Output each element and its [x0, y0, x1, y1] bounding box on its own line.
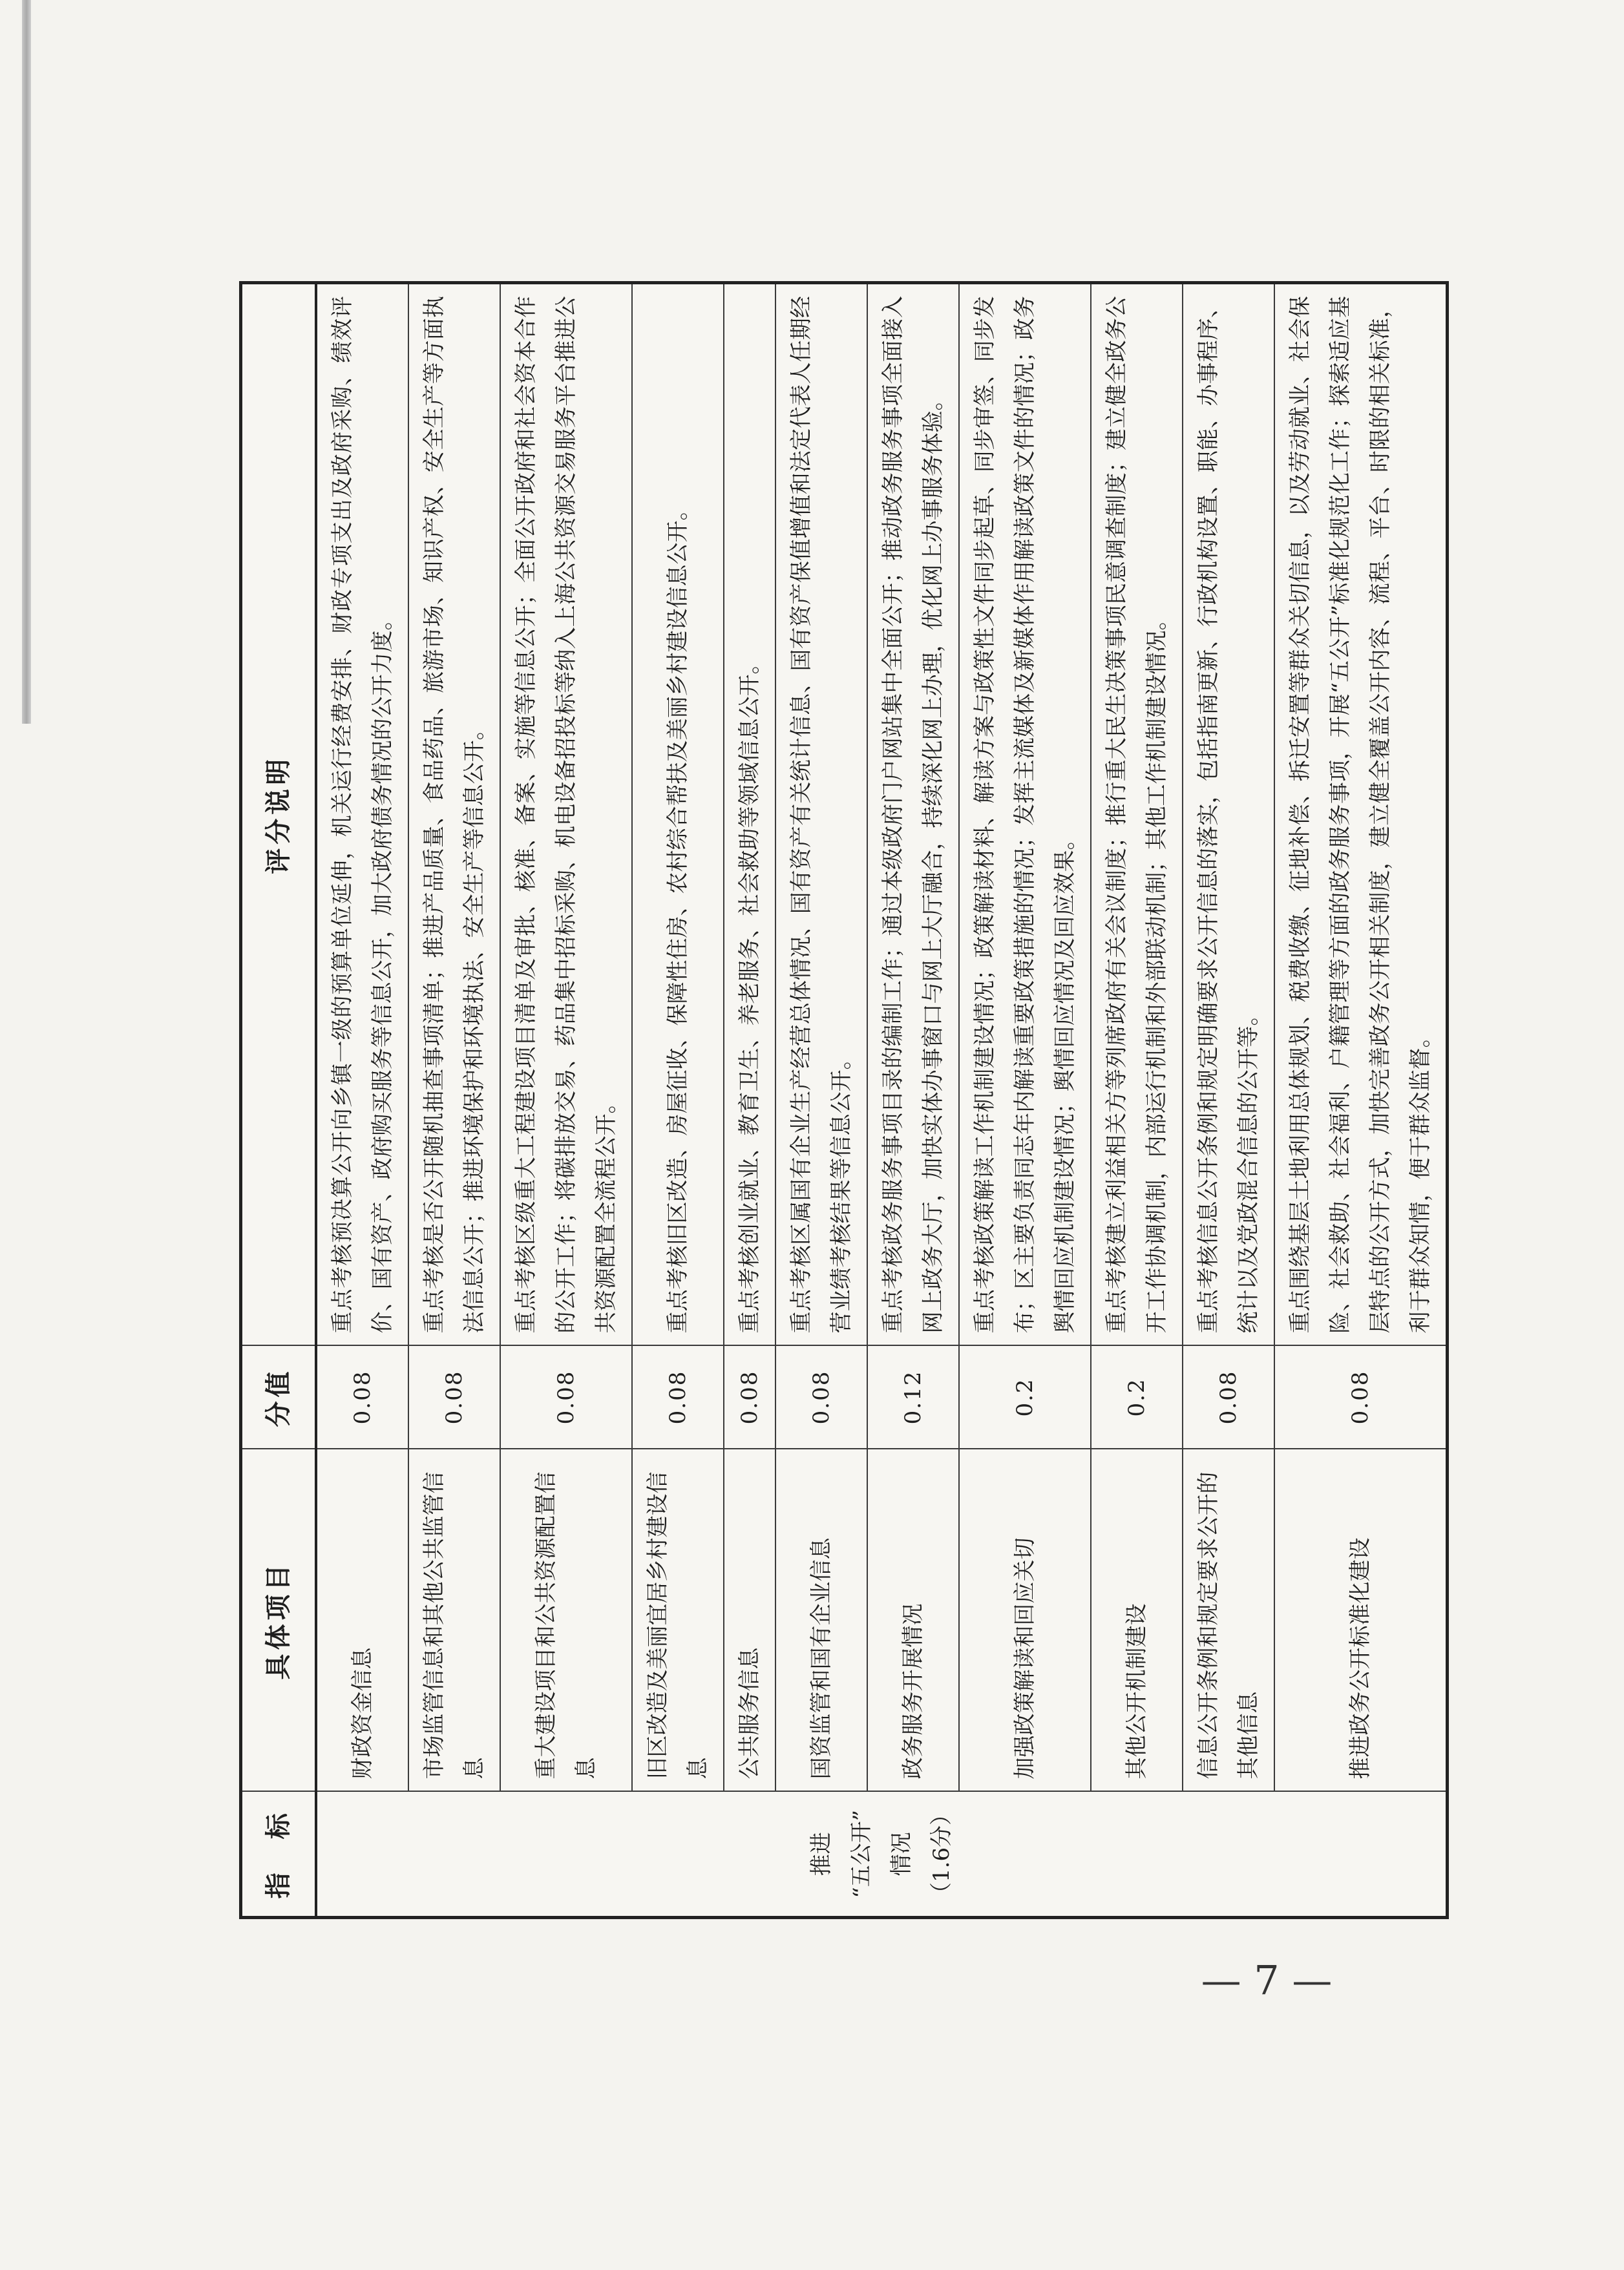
description-cell: 重点考核政务服务事项目录的编制工作；通过本级政府门户网站集中全面公开；推动政务服务事项全面接入网上政务大厅，加快实体办事窗口与网上大厅融合，持续深化网上办理，优化网上办事服务体验。 [867, 283, 959, 1346]
rotated-table-container [239, 284, 1433, 1919]
item-cell: 推进政务公开标准化建设 [1274, 1449, 1448, 1792]
description-cell: 重点考核建立利益相关方等列席政府有关会议制度；推行重大民生决策事项民意调查制度；建立健全政务公开工作协调机制，内部运行机制和外部联动机制；其他工作机制建设情况。 [1091, 283, 1183, 1346]
item-cell: 政务服务开展情况 [867, 1449, 959, 1792]
item-cell: 市场监管信息和其他公共监管信息 [408, 1449, 500, 1792]
category-label: 推进 “五公开” 情况 （1.6分） [808, 1803, 954, 1904]
table-row [632, 283, 724, 1918]
description-cell: 重点考核是否公开随机抽查事项清单；推进产品质量、食品药品、旅游市场、知识产权、安全生产等方面执法信息公开；推进环境保护和环境执法、安全生产等信息公开。 [408, 283, 500, 1346]
item-cell: 旧区改造及美丽宜居乡村建设信息 [632, 1449, 724, 1792]
score-cell: 0.08 [408, 1346, 500, 1449]
table-row [316, 283, 408, 1918]
item-cell: 公共服务信息 [724, 1449, 775, 1792]
score-cell: 0.08 [724, 1346, 775, 1449]
item-cell: 其他公开机制建设 [1091, 1449, 1183, 1792]
table-row [500, 283, 632, 1918]
score-cell: 0.08 [1183, 1346, 1274, 1449]
binding-edge [22, 0, 31, 724]
description-cell: 重点考核信息公开条例和规定明确要求公开信息的落实，包括指南更新、行政机构设置、职能、办事程序、统计以及党政混合信息的公开等。 [1183, 283, 1274, 1346]
score-cell: 0.08 [316, 1346, 408, 1449]
category-cell [316, 1792, 1448, 1918]
score-cell: 0.12 [867, 1346, 959, 1449]
table-row [775, 283, 867, 1918]
page-number: — 7 — [1201, 1957, 1333, 2004]
item-cell: 加强政策解读和回应关切 [959, 1449, 1091, 1792]
score-cell: 0.08 [500, 1346, 632, 1449]
description-cell: 重点考核政策解读工作机制建设情况；政策解读材料、解读方案与政策性文件同步起草、同步审签、同步发布；区主要负责同志年内解读重要政策措施的情况；发挥主流媒体及新媒体作用解读政策文件的情况；政务舆情回应机制建设情况；舆情回应情况及回应效果。 [959, 283, 1091, 1346]
table-row [1274, 283, 1448, 1918]
table-row [867, 283, 959, 1918]
score-cell: 0.08 [775, 1346, 867, 1449]
table-row [408, 283, 500, 1918]
score-cell: 0.2 [959, 1346, 1091, 1449]
score-cell: 0.08 [632, 1346, 724, 1449]
description-cell: 重点考核区属国有企业生产经营总体情况、国有资产有关统计信息、国有资产保值增值和法定代表人任期经营业绩考核结果等信息公开。 [775, 283, 867, 1346]
table-row [724, 283, 775, 1918]
header-item: 具体项目 [241, 1449, 317, 1792]
description-cell: 重点考核区级重大工程建设项目清单及审批、核准、备案、实施等信息公开；全面公开政府和社会资本合作的公开工作；将碳排放交易、药品集中招标采购、机电设备招投标等纳入上海公共资源交易服务平台推进公共资源配置全流程公开。 [500, 283, 632, 1346]
description-cell: 重点考核旧区改造、房屋征收、保障性住房、农村综合帮扶及美丽乡村建设信息公开。 [632, 283, 724, 1346]
score-cell: 0.2 [1091, 1346, 1183, 1449]
description-cell: 重点围绕基层土地利用总体规划、税费收缴、征地补偿、拆迁安置等群众关切信息，以及劳动就业、社会保险、社会救助、社会福利、户籍管理等方面的政务服务事项，开展“五公开”标准化规范化工作；探索适应基层特点的公开方式，加快完善政务公开相关制度，建立健全覆盖公开内容、流程、平台、时限的相关标准，利于群众知情，便于群众监督。 [1274, 283, 1448, 1346]
header-indicator: 指 标 [241, 1792, 317, 1918]
item-cell: 重大建设项目和公共资源配置信息 [500, 1449, 632, 1792]
scoring-table [239, 281, 1449, 1919]
table-row [1091, 283, 1183, 1918]
item-cell: 信息公开条例和规定要求公开的其他信息 [1183, 1449, 1274, 1792]
description-cell: 重点考核预决算公开向乡镇一级的预算单位延伸，机关运行经费安排、财政专项支出及政府采购、绩效评价、国有资产、政府购买服务等信息公开，加大政府债务情况的公开力度。 [316, 283, 408, 1346]
header-score: 分值 [241, 1346, 317, 1449]
score-cell: 0.08 [1274, 1346, 1448, 1449]
description-cell: 重点考核创业就业、教育卫生、养老服务、社会救助等领域信息公开。 [724, 283, 775, 1346]
item-cell: 财政资金信息 [316, 1449, 408, 1792]
table-row [959, 283, 1091, 1918]
table-header-row [241, 283, 317, 1918]
header-description: 评分说明 [241, 283, 317, 1346]
table-row [1183, 283, 1274, 1918]
item-cell: 国资监管和国有企业信息 [775, 1449, 867, 1792]
